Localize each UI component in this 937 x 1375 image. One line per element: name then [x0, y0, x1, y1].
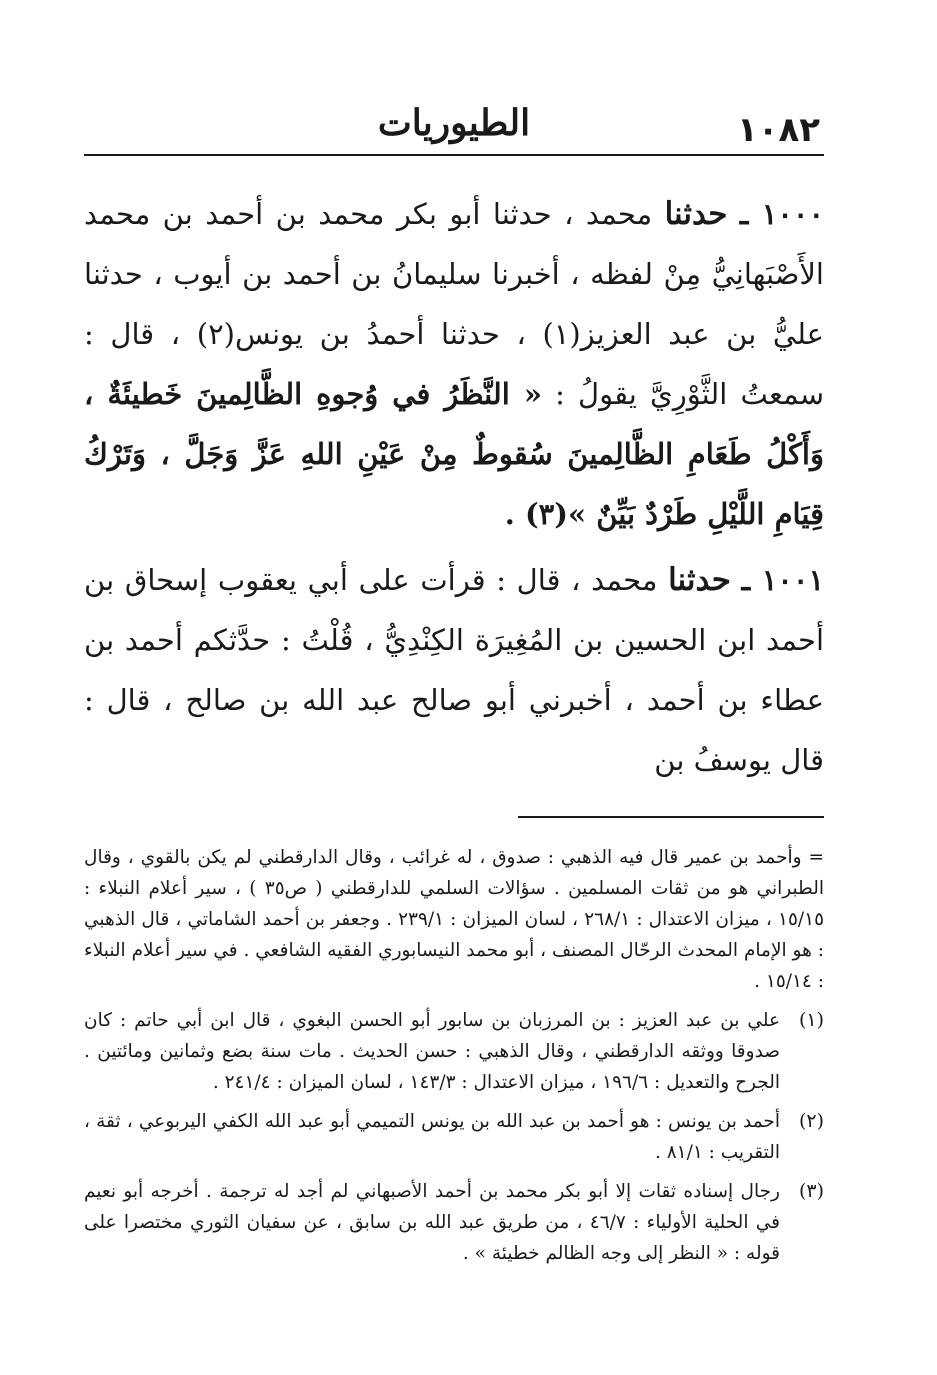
footnote-1	[84, 1005, 824, 1098]
hadith-entry	[84, 550, 824, 790]
entry-number: ١٠٠٠ ـ	[739, 197, 825, 231]
footnote-marker: (٢)	[798, 1110, 824, 1132]
footnote-text: = وأحمد بن عمير قال فيه الذهبي : صدوق ، له غرائب ، وقال الدارقطني لم يكن بالقوي ، وقال الطبراني هو من ثقات المسلمين . سؤالات السلمي للدارقطني ( ص٣٥ ) ، سير أعلام النبلاء : ١٥/١٥ ، ميزان الاعتدال : ٢٦٨/١ ، لسان الميزان : ٢٣٩/١ . وجعفر بن أحمد الشاماتي ، قال الذهبي : هو الإمام المحدث الرحّال المصنف ، أبو محمد النيسابوري الفقيه الشافعي . في سير أعلام النبلاء : ١٥/١٤ .	[84, 847, 825, 992]
footnotes-section	[84, 842, 824, 1269]
footnote-text: علي بن عبد العزيز : بن المرزبان بن سابور أبو الحسن البغوي ، قال ابن أبي حاتم : كان صدوقا ووثقه الدارقطني ، وقال الذهبي : حسن الحديث . مات سنة بضع وثمانين ومائتين . الجرح والتعديل : ١٩٦/٦ ، ميزان الاعتدال : ١٤٣/٣ ، لسان الميزان : ٢٤١/٤ .	[84, 1010, 780, 1093]
main-text	[84, 184, 824, 790]
hadith-entry	[84, 184, 824, 544]
footnote-marker: (٣)	[798, 1180, 824, 1202]
footnote-text: أحمد بن يونس : هو أحمد بن عبد الله بن يونس التميمي أبو عبد الله الكفي اليربوعي ، ثقة ، التقريب : ٨١/١ .	[84, 1111, 780, 1163]
footnote-separator	[518, 816, 824, 818]
book-page	[84, 92, 824, 1277]
entry-lead-word: حدثنا	[664, 196, 728, 232]
footnote-3	[84, 1176, 824, 1269]
entry-quote: « النَّظَرُ في وُجوهِ الظَّالِمينَ خَطيئَةٌ ، وَأَكْلُ طَعَامِ الظَّالِمينَ سُقوطٌ مِنْ عَيْنِ اللهِ عَزَّ وَجَلَّ ، وَتَرْكُ قِيَامِ اللَّيْلِ طَرْدٌ بَيِّنٌ »(٣) .	[84, 377, 824, 531]
entry-number: ١٠٠١ ـ	[741, 563, 825, 597]
page-number: ١٠٨٢	[736, 110, 820, 150]
entry-lead-word: حدثنا	[668, 562, 731, 598]
entry-text: محمد ، قال : قرأت على أبي يعقوب إسحاق بن أحمد ابن الحسين بن المُغِيرَة الكِنْدِيُّ ، قُلْتُ : حدَّثكم أحمد بن عطاء بن أحمد ، أخبرني أبو صالح عبد الله بن صالح ، قال : قال يوسفُ بن	[84, 563, 824, 777]
book-title: الطيوريات	[377, 102, 531, 144]
footnote-2	[84, 1106, 824, 1168]
footnote-text: رجال إسناده ثقات إلا أبو بكر محمد بن أحمد الأصبهاني لم أجد له ترجمة . أخرجه أبو نعيم في الحلية الأولياء : ٤٦/٧ ، من طريق عبد الله بن سابق ، عن سفيان الثوري مختصرا على قوله : « النظر إلى وجه الظالم خطيئة » .	[84, 1181, 781, 1264]
entry-text: محمد ، حدثنا أبو بكر محمد بن أحمد بن محمد الأَصْبَهانِيُّ مِنْ لفظه ، أخبرنا سليمانُ بن أحمد بن أيوب ، حدثنا عليُّ بن عبد العزيز(١) ، حدثنا أحمدُ بن يونس(٢) ، قال : سمعتُ الثَّوْرِيَّ يقولُ :	[84, 197, 825, 411]
footnote-marker: (١)	[798, 1009, 824, 1031]
page-header	[84, 92, 824, 156]
footnote-continued	[84, 842, 824, 997]
